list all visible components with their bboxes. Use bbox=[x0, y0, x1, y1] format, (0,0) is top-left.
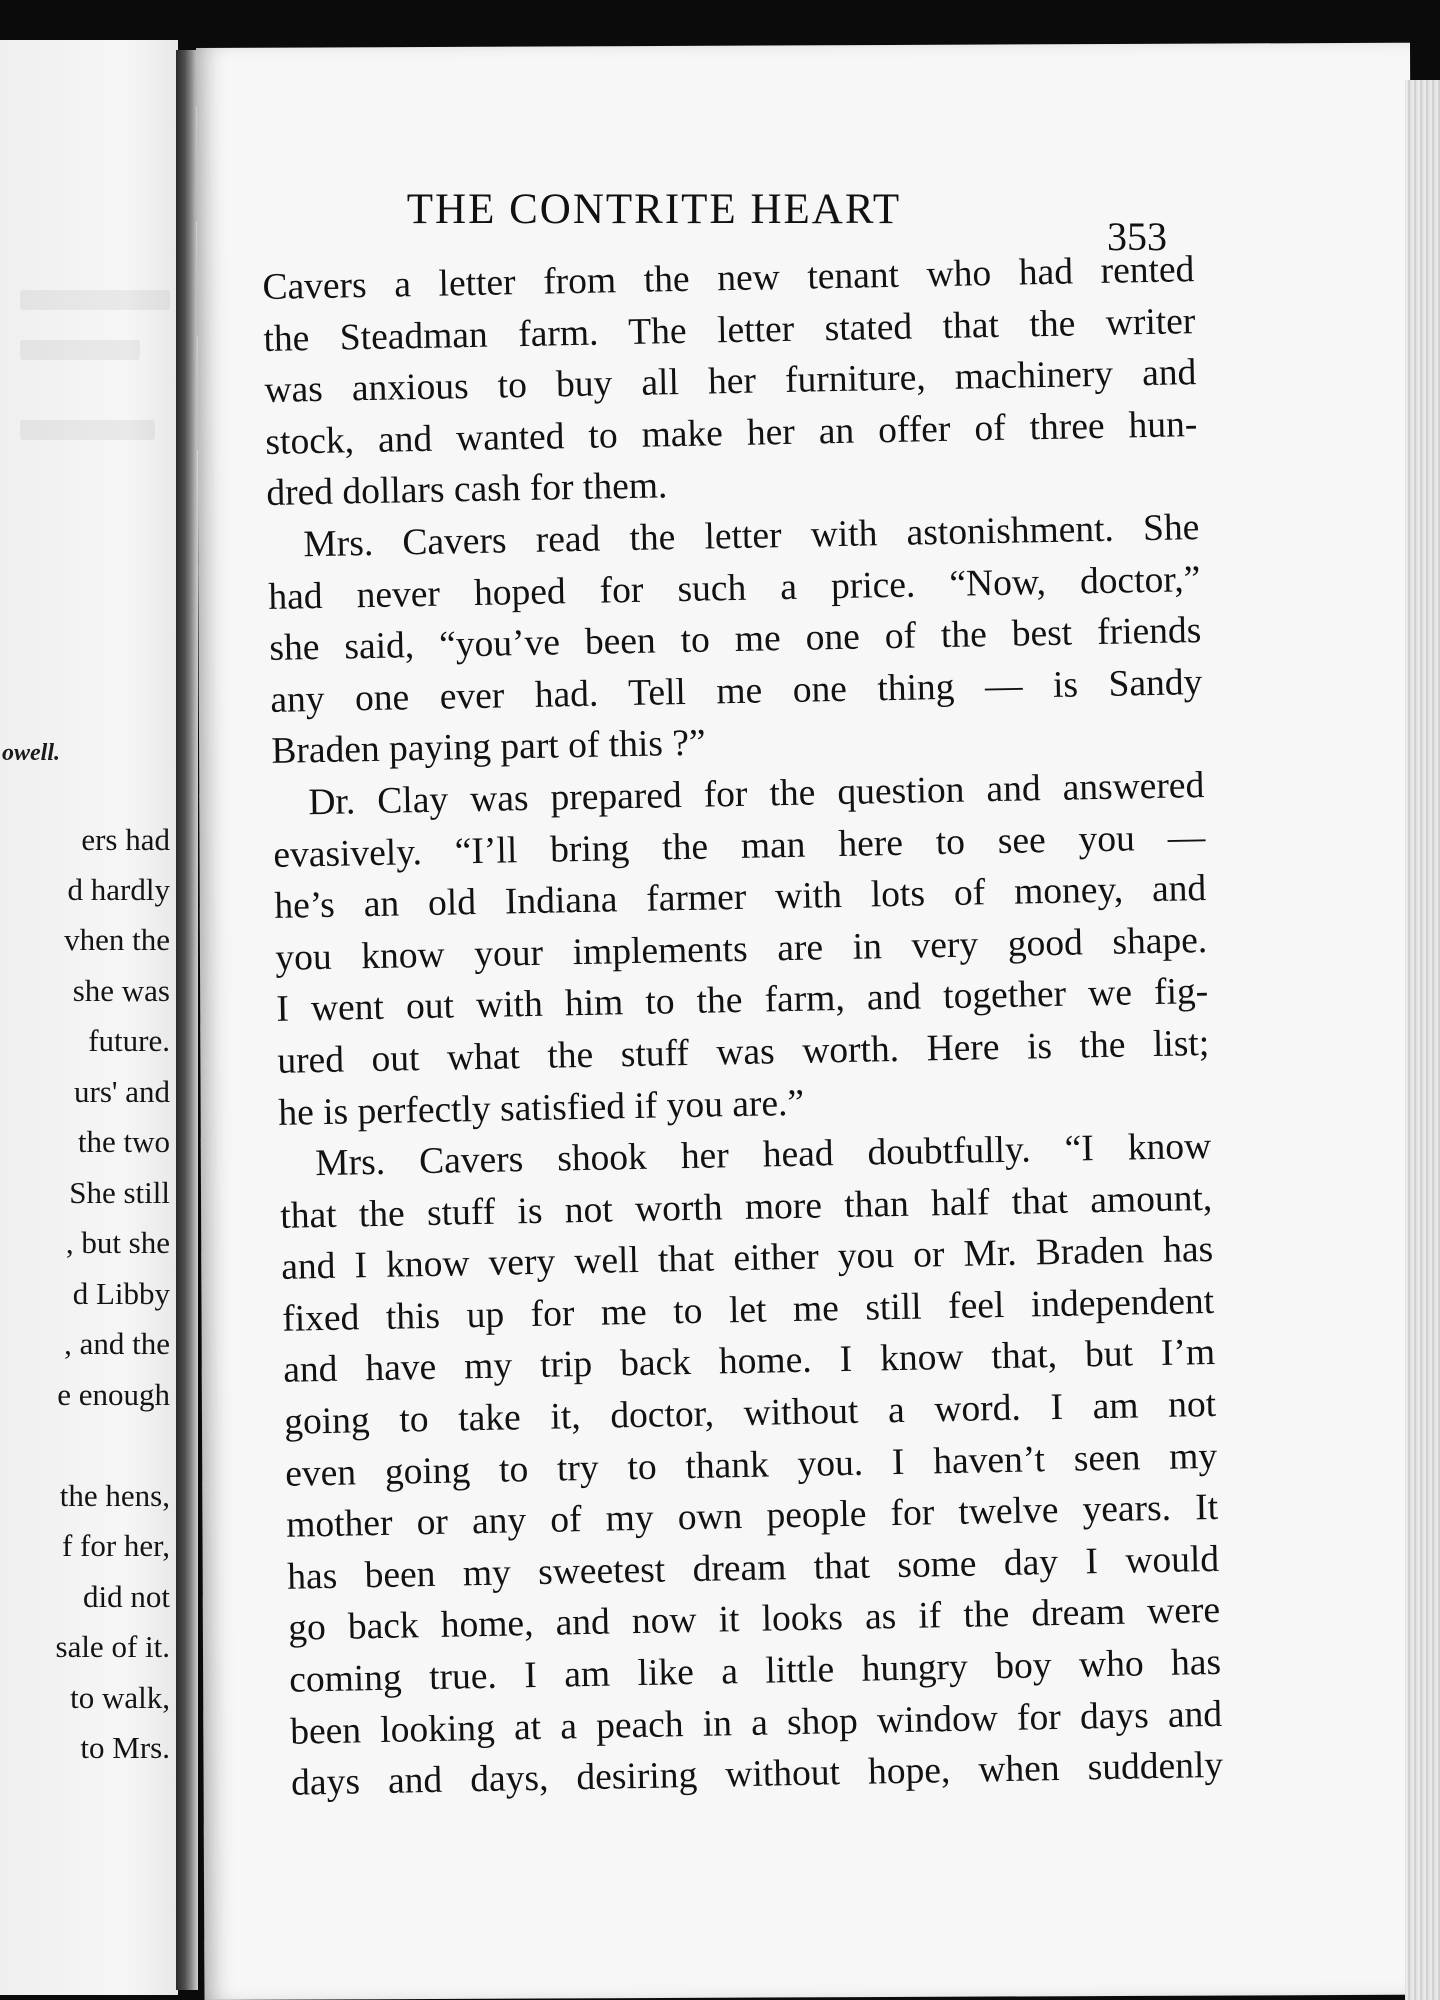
text-line: even going to try to thank you. I haven’t seen my bbox=[284, 1435, 1218, 1495]
left-page-line: the hens, bbox=[59, 1478, 170, 1513]
text-line: evasively. “I’ll bring the man here to see you — bbox=[272, 816, 1206, 876]
left-page-line: d Libby bbox=[72, 1276, 170, 1311]
text-line: he’s an old Indiana farmer with lots of money, and bbox=[273, 868, 1207, 928]
left-page-line: e enough bbox=[57, 1377, 170, 1412]
text-line: and I know very well that either you or Mr. Braden has bbox=[280, 1229, 1214, 1289]
left-page-line: d hardly bbox=[67, 872, 170, 907]
left-page-line: sale of it. bbox=[55, 1629, 170, 1664]
text-line: you know your implements are in very good shape. bbox=[274, 919, 1208, 979]
running-head: THE CONTRITE HEART bbox=[406, 186, 902, 233]
page-number: 353 bbox=[1107, 214, 1167, 259]
left-page-line: future. bbox=[88, 1023, 170, 1058]
text-line: Braden paying part of this ?” bbox=[271, 722, 706, 773]
text-line: Dr. Clay was prepared for the question and answered bbox=[307, 764, 1205, 824]
left-page-italic-fragment: owell. bbox=[2, 740, 60, 766]
text-line: ured out what the stuff was worth. Here is the list; bbox=[276, 1022, 1210, 1082]
left-page-line: f for her, bbox=[61, 1528, 170, 1563]
left-page-line: urs' and bbox=[74, 1074, 170, 1109]
left-facing-page bbox=[0, 40, 178, 1995]
text-line: fixed this up for me to let me still feel independent bbox=[281, 1280, 1215, 1340]
paragraph bbox=[267, 502, 1204, 778]
book-gutter bbox=[176, 50, 198, 1990]
left-page-line: did not bbox=[83, 1579, 170, 1614]
left-page-line: ers had bbox=[81, 822, 170, 857]
text-line: Mrs. Cavers read the letter with astonishment. She bbox=[303, 507, 1200, 566]
page-edges bbox=[1405, 80, 1440, 2000]
text-line: go back home, and now it looks as if the dream were bbox=[287, 1590, 1221, 1650]
paragraph bbox=[279, 1121, 1224, 1809]
paragraph bbox=[272, 760, 1211, 1139]
text-line: I went out with him to the farm, and together we fig- bbox=[275, 971, 1209, 1031]
left-page-line: She still bbox=[69, 1175, 170, 1210]
left-page-line: to walk, bbox=[70, 1680, 170, 1715]
bleed-through-mark bbox=[20, 290, 170, 310]
body-text bbox=[262, 244, 1224, 1809]
text-line: dred dollars cash for them. bbox=[266, 465, 668, 515]
text-line: mother or any of my own people for twelve years. It bbox=[285, 1487, 1219, 1547]
paragraph bbox=[262, 244, 1199, 520]
left-page-line: the two bbox=[77, 1124, 170, 1159]
text-line: the Steadman farm. The letter stated that the writer bbox=[263, 300, 1196, 360]
left-page-line: she was bbox=[72, 973, 170, 1008]
text-line: had never hoped for such a price. “Now, doctor,” bbox=[268, 558, 1201, 618]
left-page-line: vhen the bbox=[64, 922, 170, 957]
text-line: stock, and wanted to make her an offer of three hun- bbox=[265, 403, 1198, 463]
text-line: that the stuff is not worth more than half that amount, bbox=[279, 1177, 1213, 1237]
text-line: she said, “you’ve been to me one of the best friends bbox=[269, 610, 1202, 670]
left-page-line: , and the bbox=[64, 1326, 170, 1361]
text-line: going to take it, doctor, without a word. I am not bbox=[283, 1383, 1217, 1443]
text-line: has been my sweetest dream that some day I would bbox=[286, 1538, 1220, 1598]
text-line: days and days, desiring without hope, when suddenly bbox=[290, 1745, 1224, 1804]
text-line: was anxious to buy all her furniture, machinery and bbox=[264, 352, 1197, 412]
left-page-line: to Mrs. bbox=[80, 1730, 170, 1765]
bleed-through-mark bbox=[20, 340, 140, 360]
bleed-through-mark bbox=[20, 420, 155, 440]
text-line: Cavers a letter from the new tenant who had rented bbox=[262, 249, 1195, 308]
text-line: Mrs. Cavers shook her head doubtfully. “I know bbox=[314, 1126, 1212, 1185]
text-line: he is perfectly satisfied if you are.” bbox=[277, 1082, 805, 1134]
left-page-line: , but she bbox=[65, 1225, 170, 1260]
text-line: any one ever had. Tell me one thing — is Sandy bbox=[270, 661, 1203, 721]
text-line: coming true. I am like a little hungry boy who has bbox=[288, 1641, 1222, 1701]
text-line: been looking at a peach in a shop window for days and bbox=[289, 1693, 1223, 1753]
text-line: and have my trip back home. I know that, but I’m bbox=[282, 1332, 1216, 1392]
